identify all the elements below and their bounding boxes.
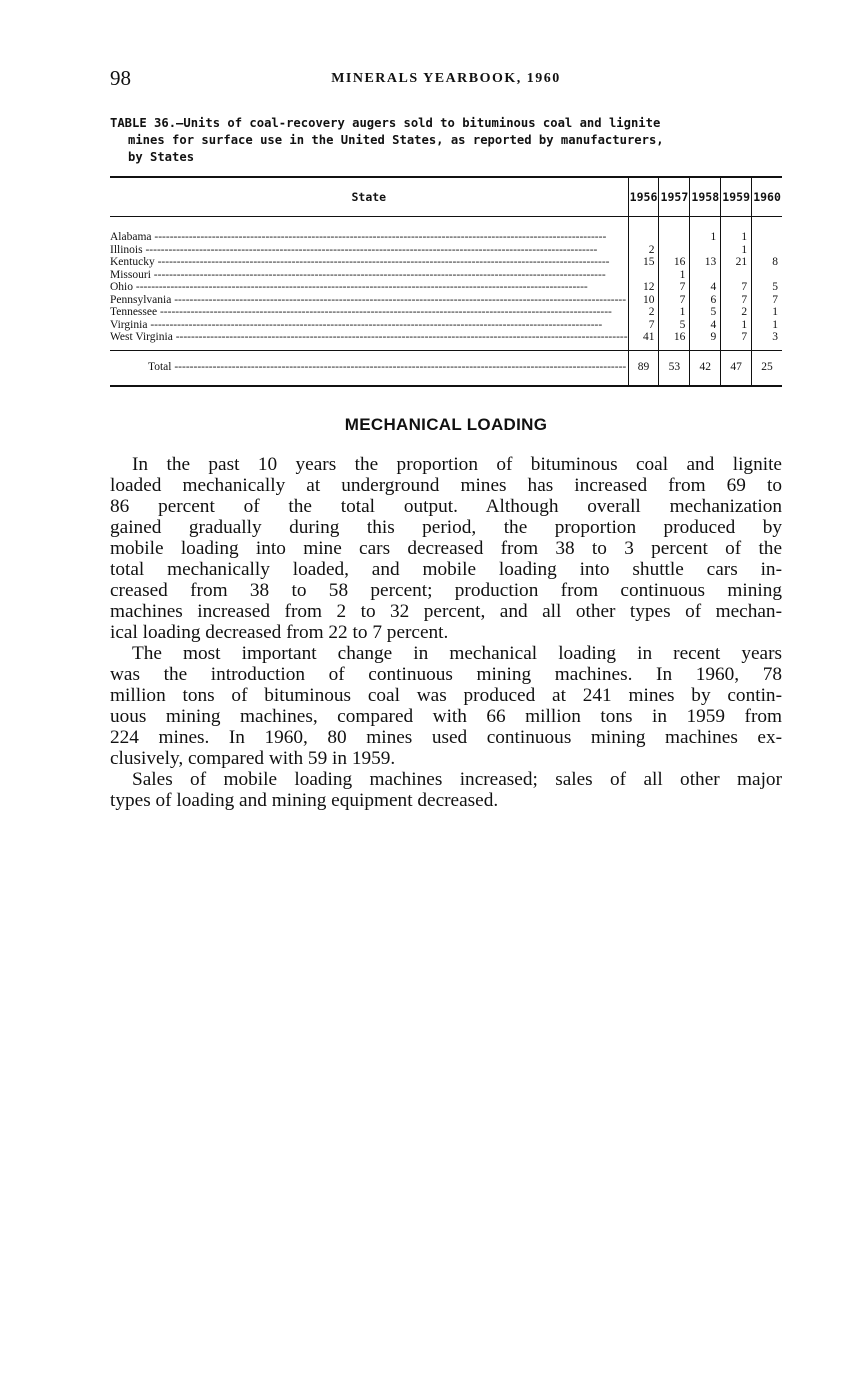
text-line: machines increased from 2 to 32 percent, and all other types of mechan-: [110, 600, 782, 622]
state-label: Kentucky -----: [110, 256, 610, 269]
total-label: Total -----: [148, 361, 626, 374]
value-cell: 12: [628, 281, 659, 294]
value-cell: 1: [721, 319, 752, 332]
column-header: 1958: [690, 177, 721, 217]
table-header-row: [110, 177, 782, 217]
value-cell: 9: [690, 331, 721, 350]
value-cell: [752, 217, 782, 244]
text-line: 86 percent of the total output. Although overall mechanization: [110, 495, 782, 517]
value-cell: 1: [752, 319, 782, 332]
caption-line: by States: [128, 150, 195, 164]
state-label: Illinois -----: [110, 244, 597, 257]
table-row: [110, 294, 782, 307]
value-cell: [628, 269, 659, 282]
value-cell: 7: [752, 294, 782, 307]
column-header: 1956: [628, 177, 659, 217]
value-cell: 10: [628, 294, 659, 307]
state-label: West Virginia -----: [110, 331, 628, 344]
value-cell: 15: [628, 256, 659, 269]
page-header: [110, 66, 782, 96]
value-cell: 4: [690, 319, 721, 332]
body-text: [110, 454, 782, 811]
value-cell: 2: [721, 306, 752, 319]
value-cell: [752, 244, 782, 257]
value-cell: 16: [659, 256, 690, 269]
table-row: [110, 256, 782, 269]
running-head: MINERALS YEARBOOK, 1960: [331, 71, 561, 86]
state-label: Pennsylvania -----: [110, 294, 626, 307]
value-cell: 21: [721, 256, 752, 269]
total-row: [110, 350, 782, 386]
paragraph: [110, 643, 782, 769]
state-cell: [110, 269, 628, 282]
total-cell: [110, 350, 628, 386]
text-line: was the introduction of continuous mining machines. In 1960, 78: [110, 663, 782, 685]
value-cell: 7: [659, 281, 690, 294]
state-label: Missouri -----: [110, 269, 606, 282]
value-cell: 4: [690, 281, 721, 294]
page-number: 98: [110, 66, 131, 90]
page: [110, 66, 782, 811]
value-cell: 7: [721, 331, 752, 350]
text-line: ical loading decreased from 22 to 7 percent.: [110, 621, 449, 643]
state-cell: [110, 319, 628, 332]
value-cell: [659, 217, 690, 244]
state-label: Alabama -----: [110, 231, 606, 244]
table-body: [110, 217, 782, 386]
state-label: Tennessee -----: [110, 306, 612, 319]
state-label: Ohio -----: [110, 281, 588, 294]
state-cell: [110, 281, 628, 294]
table-row: [110, 281, 782, 294]
total-value-cell: 25: [752, 350, 782, 386]
augers-table: [110, 176, 782, 387]
value-cell: [690, 269, 721, 282]
state-cell: [110, 256, 628, 269]
value-cell: 7: [659, 294, 690, 307]
text-line: loaded mechanically at underground mines has increased from 69 to: [110, 474, 782, 496]
value-cell: 16: [659, 331, 690, 350]
table-row: [110, 331, 782, 350]
value-cell: 1: [752, 306, 782, 319]
table-row: [110, 244, 782, 257]
caption-line: mines for surface use in the United States, as reported by manufacturers,: [128, 133, 664, 147]
table-row: [110, 306, 782, 319]
value-cell: 13: [690, 256, 721, 269]
column-header: State: [110, 177, 628, 217]
value-cell: 7: [628, 319, 659, 332]
value-cell: [752, 269, 782, 282]
value-cell: 1: [721, 217, 752, 244]
value-cell: 1: [659, 269, 690, 282]
value-cell: [628, 217, 659, 244]
state-cell: [110, 331, 628, 350]
value-cell: 2: [628, 306, 659, 319]
text-line: In the past 10 years the proportion of bituminous coal and lignite: [132, 453, 782, 475]
state-cell: [110, 294, 628, 307]
text-line: million tons of bituminous coal was produced at 241 mines by contin-: [110, 684, 782, 706]
state-cell: [110, 244, 628, 257]
value-cell: 1: [690, 217, 721, 244]
caption-line: TABLE 36.—Units of coal-recovery augers sold to bituminous coal and lignite: [110, 116, 661, 130]
paragraph: [110, 454, 782, 643]
text-line: clusively, compared with 59 in 1959.: [110, 747, 396, 769]
value-cell: 2: [628, 244, 659, 257]
table-caption: [110, 115, 782, 166]
text-line: 224 mines. In 1960, 80 mines used continuous mining machines ex-: [110, 726, 782, 748]
total-value-cell: 47: [721, 350, 752, 386]
value-cell: [659, 244, 690, 257]
value-cell: 5: [752, 281, 782, 294]
column-header: 1957: [659, 177, 690, 217]
value-cell: [690, 244, 721, 257]
column-header: 1960: [752, 177, 782, 217]
text-line: mobile loading into mine cars decreased from 38 to 3 percent of the: [110, 537, 782, 559]
state-label: Virginia -----: [110, 319, 602, 332]
text-line: total mechanically loaded, and mobile loading into shuttle cars in-: [110, 558, 782, 580]
total-value-cell: 53: [659, 350, 690, 386]
table-row: [110, 269, 782, 282]
table-row: [110, 217, 782, 244]
table-row: [110, 319, 782, 332]
paragraph: [110, 769, 782, 811]
text-line: creased from 38 to 58 percent; production from continuous mining: [110, 579, 782, 601]
value-cell: [721, 269, 752, 282]
value-cell: 5: [659, 319, 690, 332]
value-cell: 8: [752, 256, 782, 269]
value-cell: 7: [721, 294, 752, 307]
total-value-cell: 89: [628, 350, 659, 386]
section-title: MECHANICAL LOADING: [344, 414, 548, 434]
value-cell: 1: [721, 244, 752, 257]
text-line: The most important change in mechanical loading in recent years: [132, 642, 782, 664]
text-line: types of loading and mining equipment decreased.: [110, 789, 499, 811]
text-line: Sales of mobile loading machines increased; sales of all other major: [132, 768, 782, 790]
value-cell: 5: [690, 306, 721, 319]
value-cell: 6: [690, 294, 721, 307]
value-cell: 1: [659, 306, 690, 319]
value-cell: 7: [721, 281, 752, 294]
text-line: gained gradually during this period, the proportion produced by: [110, 516, 782, 538]
text-line: uous mining machines, compared with 66 million tons in 1959 from: [110, 705, 782, 727]
state-cell: [110, 306, 628, 319]
value-cell: 41: [628, 331, 659, 350]
column-header: 1959: [721, 177, 752, 217]
value-cell: 3: [752, 331, 782, 350]
total-value-cell: 42: [690, 350, 721, 386]
state-cell: [110, 217, 628, 244]
